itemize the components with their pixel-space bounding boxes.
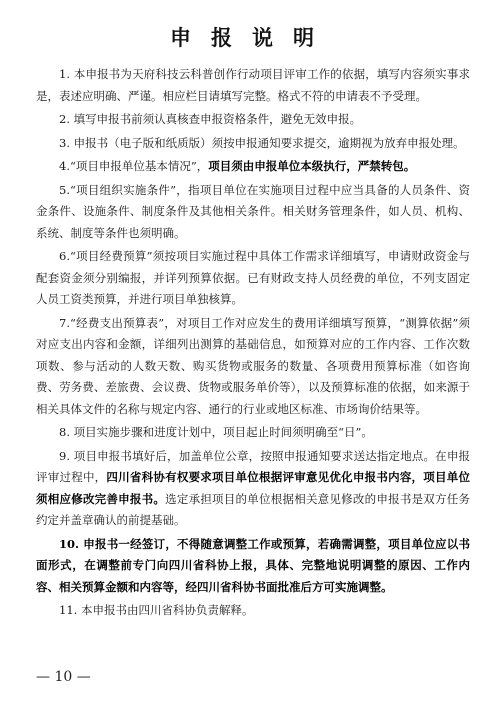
instruction-item: [36, 600, 470, 622]
instruction-item: [36, 446, 470, 532]
instruction-emphasis-text: 四川省科协有权要求项目单位根据评审意见优化申报书内容，项目单位须相应修改完善申报书。: [36, 470, 471, 506]
instruction-text: 选定承担项目的单位根据相关意见修改的申报书是双方任务约定并盖章确认的前提基础。: [36, 491, 471, 527]
instruction-item: [36, 534, 470, 599]
instruction-text: 11. 本申报书由四川省科协负责解释。: [59, 603, 254, 617]
instruction-emphasis-text: 10. 申报书一经签订，不得随意调整工作或预算，若确需调整，项目单位应以书面形式，在调整前专门向四川省科协上报，具体、完整地说明调整的原因、工作内容、相关预算金额和内容等，经四川省科协书面批准后方可实施调整。: [36, 536, 470, 594]
page-title: 申报说明: [170, 25, 334, 50]
instruction-text: 7.“经费支出预算表”，对项目工作对应发生的费用详细填写预算，“测算依据”须对应支出内容和金额，详细列出测算的基础信息，如预算对应的工作内容、工作次数项数、参与活动的人数天数、购买货物或服务的数量、各项费用预算标准（如咨询费、劳务费、差旅费、会议费、货物或服务单价等），以及预算标准的依据，如来源于相关具体文件的名称与规定内容、通行的行业或地区标准、市场询价结果等。: [36, 315, 470, 416]
instruction-text: 5.“项目组织实施条件”，指项目单位在实施项目过程中应当具备的人员条件、资金条件、设施条件、制度条件及其他相关条件。相关财务管理条件，如人员、机构、系统、制度等条件也须明确。: [36, 182, 470, 240]
instruction-item: [36, 109, 470, 131]
instruction-item: [36, 133, 470, 155]
instruction-text: 8. 项目实施步骤和进度计划中，项目起止时间须明确至“日”。: [59, 425, 373, 439]
instruction-emphasis-text: 项目须由申报单位本级执行，严禁转包。: [208, 159, 416, 173]
instruction-item: [36, 180, 470, 245]
instruction-text: 6.“项目经费预算”须按项目实施过程中具体工作需求详细填写，申请财政资金与配套资金须分别编报，并详列预算依据。已有财政支持人员经费的单位，不列支固定人员工资类预算，并进行项目单独核算。: [36, 249, 470, 306]
instruction-text: 4.“项目申报单位基本情况”，: [59, 159, 209, 173]
instruction-text: 1. 本申报书为天府科技云科普创作行动项目评审工作的依据，填写内容须实事求是，表述应明确、严谨。相应栏目请填写完整。格式不符的申请表不予受理。: [36, 67, 470, 103]
page-number: — 10 —: [36, 669, 91, 685]
instruction-item: [36, 156, 470, 178]
instruction-text: 9. 项目申报书填好后，加盖单位公章，按照申报通知要求送达指定地点。在申报评审过程中，: [36, 448, 470, 484]
instruction-item: [36, 246, 470, 311]
instruction-item: [36, 64, 470, 107]
instruction-item: [36, 313, 470, 421]
instruction-text: 3. 申报书（电子版和纸质版）须按申报通知要求提交，逾期视为放弃申报处理。: [59, 135, 465, 150]
instruction-list: [36, 64, 470, 624]
instruction-text: 2. 填写申报书前须认真核查申报资格条件，避免无效申报。: [59, 112, 362, 126]
instruction-item: [36, 422, 470, 444]
